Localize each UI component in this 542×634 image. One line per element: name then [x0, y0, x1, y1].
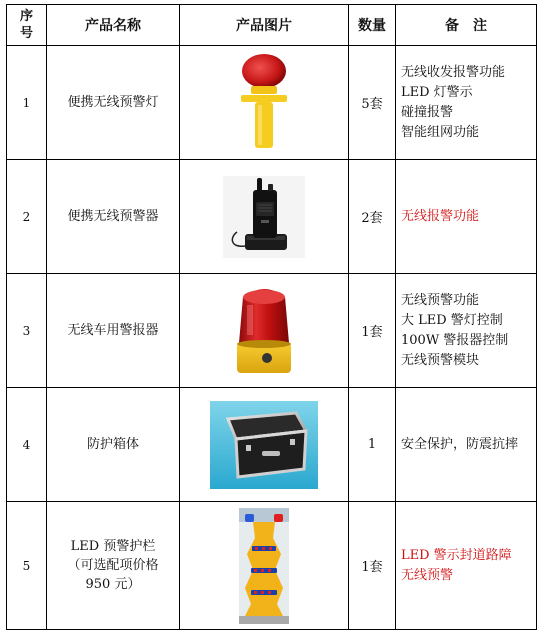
table-header-row: [7, 5, 537, 46]
row-quantity: 2套: [349, 160, 396, 274]
table-row: [7, 502, 537, 630]
row-product-name: [47, 46, 180, 160]
header-seq-line1: 序: [19, 9, 33, 24]
row-product-image: [180, 46, 349, 160]
row-remark: [396, 502, 537, 630]
row-quantity: 1: [349, 388, 396, 502]
row-product-name: [47, 160, 180, 274]
row-quantity: 1套: [349, 502, 396, 630]
row-product-image: [180, 274, 349, 388]
row-remark: [396, 160, 537, 274]
product-name-line: 无线车用警报器: [67, 323, 159, 338]
table-row: [7, 46, 537, 160]
product-name-line: 便携无线预警器: [67, 209, 159, 224]
remark-line: 大 LED 警灯控制: [401, 312, 503, 328]
vehicle-beacon-image: [231, 283, 297, 379]
row-seq: 5: [7, 502, 47, 630]
remark-line: LED 灯警示: [401, 84, 473, 100]
row-quantity: 1套: [349, 274, 396, 388]
remark-line: 无线报警功能: [401, 208, 480, 224]
row-product-image: [180, 388, 349, 502]
remark-line: 无线预警: [401, 567, 454, 583]
row-product-name: [47, 274, 180, 388]
remark-line: 智能组网功能: [401, 124, 480, 140]
portable-warning-lamp-image: [234, 53, 294, 153]
row-seq: 1: [7, 46, 47, 160]
remark-line: LED 警示封道路障: [401, 547, 512, 563]
row-product-name: [47, 502, 180, 630]
header-seq-line2: 号: [19, 26, 33, 41]
row-seq: 3: [7, 274, 47, 388]
row-remark: [396, 274, 537, 388]
row-remark: [396, 46, 537, 160]
remark-line: 无线收发报警功能: [401, 64, 506, 80]
protective-case-image: [210, 401, 318, 489]
product-name-line: 防护箱体: [86, 437, 139, 452]
remark-line: 100W 警报器控制: [401, 332, 509, 348]
walkie-talkie-image: [223, 176, 305, 258]
product-name-line: 950 元）: [85, 577, 141, 592]
row-seq: 4: [7, 388, 47, 502]
table-row: [7, 160, 537, 274]
row-product-name: [47, 388, 180, 502]
remark-line: 无线预警功能: [401, 292, 480, 308]
header-quantity: 数量: [349, 5, 396, 46]
row-remark: [396, 388, 537, 502]
header-product-image: 产品图片: [180, 5, 349, 46]
product-name-line: LED 预警护栏: [70, 539, 156, 554]
row-product-image: [180, 502, 349, 630]
row-quantity: 5套: [349, 46, 396, 160]
led-warning-barrier-image: [239, 508, 289, 624]
table-row: [7, 388, 537, 502]
remark-line: 安全保护，防震抗摔: [401, 436, 519, 452]
remark-line: 碰撞报警: [401, 104, 454, 120]
table-row: [7, 274, 537, 388]
row-seq: 2: [7, 160, 47, 274]
product-name-line: 便携无线预警灯: [67, 95, 159, 110]
remark-line: 无线预警模块: [401, 352, 480, 368]
product-table: [6, 4, 537, 630]
product-name-line: （可选配项价格: [67, 558, 159, 573]
header-product-name: 产品名称: [47, 5, 180, 46]
row-product-image: [180, 160, 349, 274]
header-remark: 备 注: [396, 5, 537, 46]
header-seq: [7, 5, 47, 46]
